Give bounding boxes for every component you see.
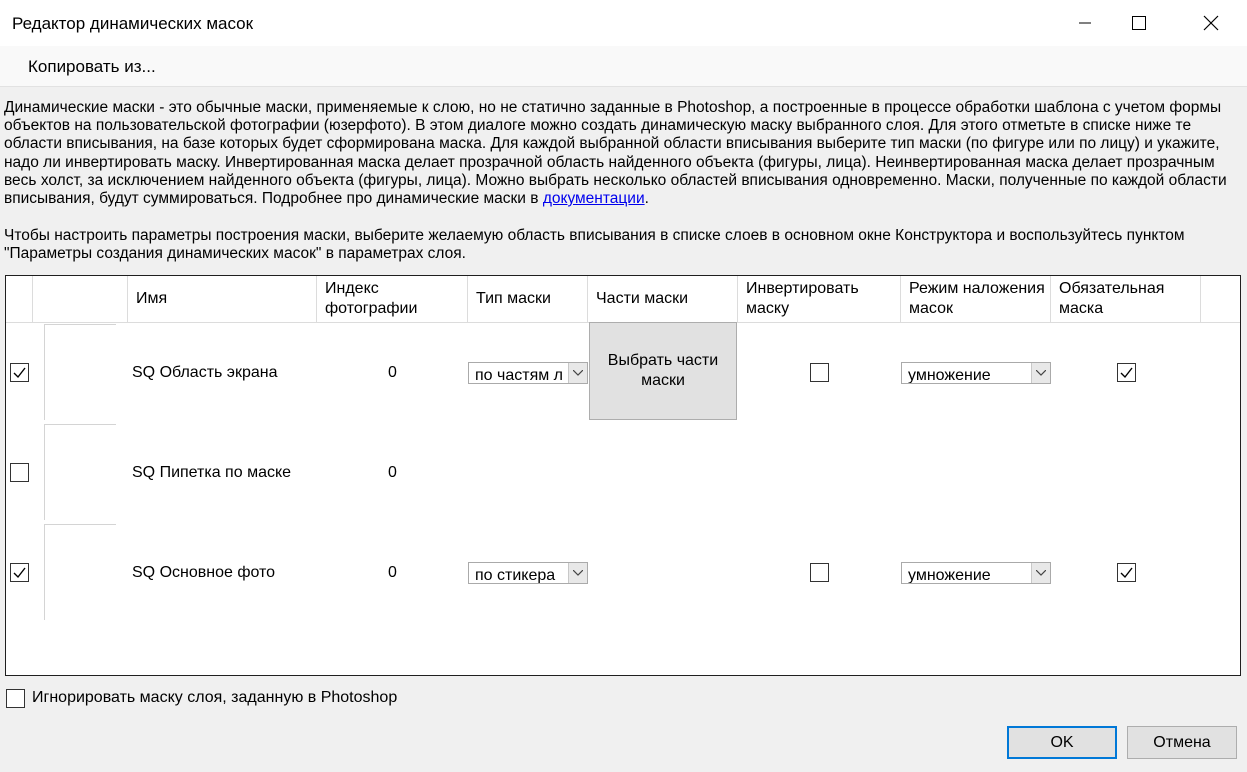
invert-mask-checkbox[interactable] (810, 563, 829, 582)
row-photo-index: 0 (388, 364, 397, 381)
mask-areas-table (5, 275, 1241, 676)
header-required: Обязательная маска (1051, 276, 1201, 322)
table-header (6, 276, 1240, 323)
close-icon (1203, 15, 1219, 31)
required-mask-checkbox[interactable] (1117, 563, 1136, 582)
row-name: SQ Область экрана (132, 364, 278, 381)
row-photo-index: 0 (388, 464, 397, 481)
layer-thumbnail (44, 424, 116, 520)
ignore-layer-mask-label[interactable]: Игнорировать маску слоя, заданную в Photoshop (32, 689, 398, 706)
description-suffix: . (644, 190, 649, 208)
close-button[interactable] (1188, 0, 1234, 46)
chevron-down-icon (568, 563, 587, 583)
ok-button[interactable]: OK (1007, 726, 1117, 759)
chevron-down-icon (568, 363, 587, 383)
description-body: Динамические маски - это обычные маски, применяемые к слою, но не статично заданные в Photoshop, а построенные в процессе обработки шаблона с учетом формы объектов на пользовательской фотографии (юзерфото). В этом диалоге можно создать динамическую маску выбранного слоя. Для этого отметьте в списке ниже те области вписывания, на базе которых будет сформирована маска. Для каждой выбранной области вписывания выберите тип маски (по фигуре или по лицу) и укажите, надо ли инвертировать маску. Инвертированная маска делает прозрачной область найденного объекта (фигуры, лица). Неинвертированная маска делает прозрачным весь холст, за исключением найденного объекта (фигуры, лица). Можно выбрать несколько областей вписывания одновременно. Маски, полученные по каждой области вписывания, будут суммироваться. Подробнее про динамические маски в (4, 99, 1227, 208)
maximize-button[interactable] (1116, 0, 1162, 46)
title-bar (0, 0, 1247, 46)
blend-mode-select[interactable] (901, 562, 1051, 584)
header-name: Имя (128, 276, 317, 322)
required-mask-checkbox[interactable] (1117, 363, 1136, 382)
header-mask-parts: Части маски (588, 276, 738, 322)
mask-type-select[interactable] (468, 362, 588, 384)
mask-type-value: по стикера (475, 567, 556, 584)
layer-thumbnail (44, 524, 116, 620)
mask-type-select[interactable] (468, 562, 588, 584)
copy-from-menu[interactable]: Копировать из... (28, 57, 156, 76)
row-name: SQ Основное фото (132, 564, 276, 581)
header-thumb (33, 276, 128, 322)
layer-thumbnail (44, 324, 116, 420)
description-text (4, 99, 1240, 208)
blend-mode-select[interactable] (901, 362, 1051, 384)
row-photo-index: 0 (388, 564, 397, 581)
header-select (6, 276, 33, 322)
menu-bar (0, 46, 1247, 87)
documentation-link[interactable]: документации (542, 190, 645, 208)
check-icon (12, 365, 27, 380)
cancel-button[interactable]: Отмена (1127, 726, 1237, 759)
select-mask-parts-button[interactable]: Выбрать части маски (589, 322, 737, 420)
chevron-down-icon (1031, 563, 1050, 583)
header-invert: Инвертировать маску (738, 276, 901, 322)
row-select-checkbox[interactable] (10, 463, 29, 482)
minimize-button[interactable] (1062, 0, 1108, 46)
blend-mode-value: умножение (908, 567, 991, 584)
header-photo-index: Индекс фотографии (317, 276, 468, 322)
header-mask-type: Тип маски (468, 276, 588, 322)
ignore-layer-mask-checkbox[interactable] (6, 689, 25, 708)
chevron-down-icon (1031, 363, 1050, 383)
hint-text: Чтобы настроить параметры построения маски, выберите желаемую область вписывания в списке слоев в основном окне Конструктора и воспользуйтесь пунктом "Параметры создания динамических масок" в параметрах слоя. (4, 227, 1185, 263)
header-blend: Режим наложения масок (901, 276, 1051, 322)
minimize-icon (1079, 17, 1091, 29)
row-name: SQ Пипетка по маске (132, 464, 292, 481)
row-select-checkbox[interactable] (10, 363, 29, 382)
blend-mode-value: умножение (908, 367, 991, 384)
check-icon (1119, 365, 1134, 380)
row-select-checkbox[interactable] (10, 563, 29, 582)
check-icon (12, 565, 27, 580)
mask-type-value: по частям л (475, 367, 564, 384)
window-title: Редактор динамических масок (12, 14, 254, 33)
invert-mask-checkbox[interactable] (810, 363, 829, 382)
check-icon (1119, 565, 1134, 580)
maximize-icon (1132, 16, 1146, 30)
